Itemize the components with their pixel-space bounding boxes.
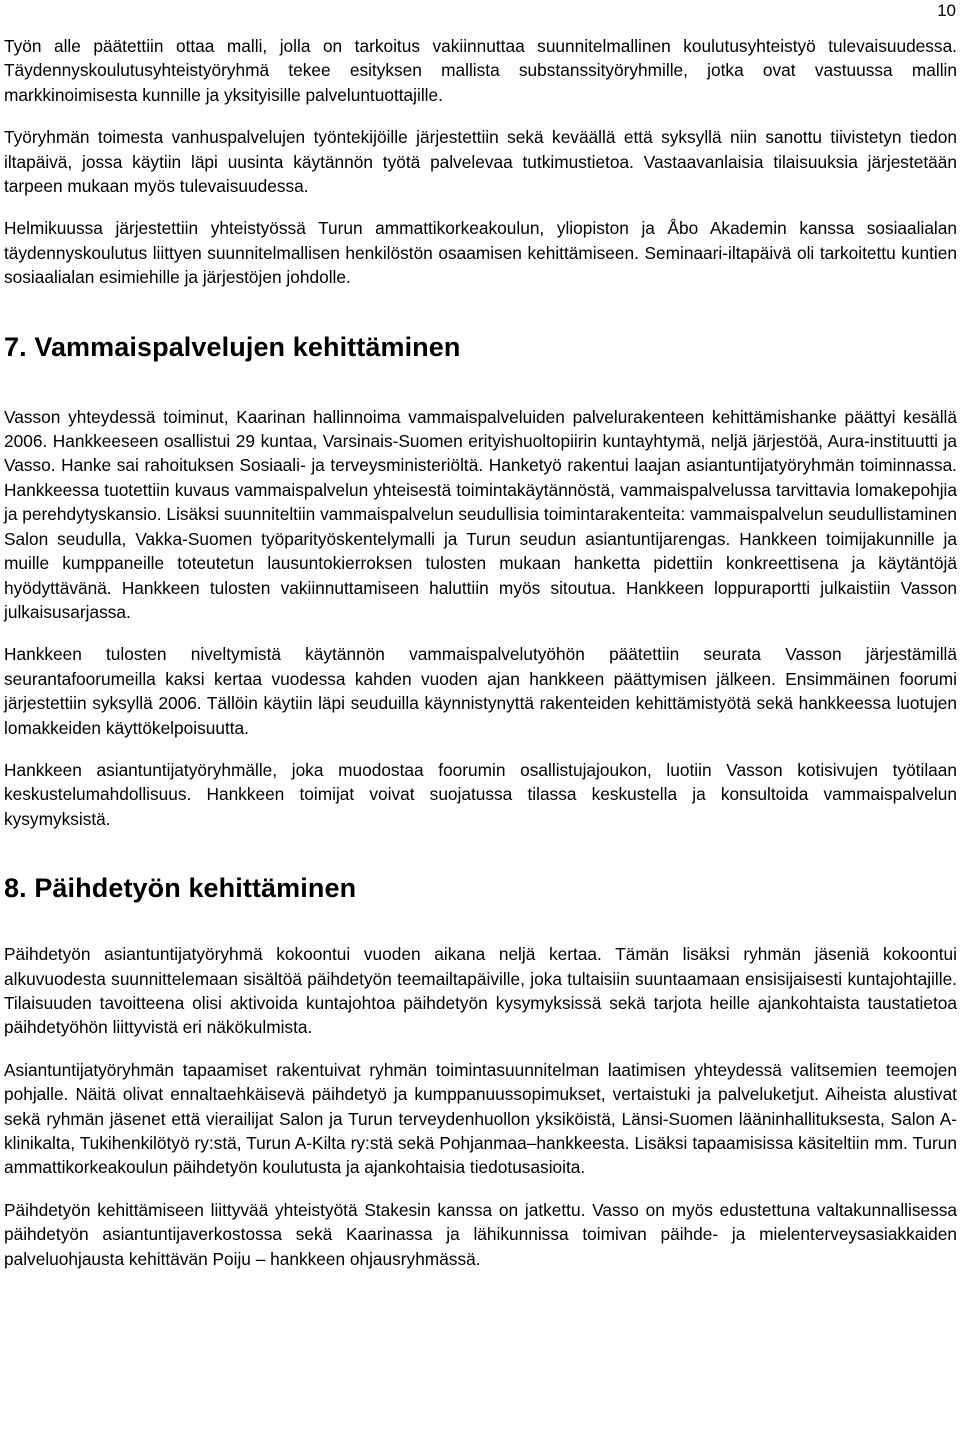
section-8-paragraph-3: Päihdetyön kehittämiseen liittyvää yhteistyötä Stakesin kanssa on jatkettu. Vasso on myös edustettuna valtakunnallisessa päihdetyön asiantuntijaverkostossa sekä Kaarinassa ja lähikunnissa toimivan päihde- ja mielenterveysasiakkaiden palveluohjausta kehittävän Poiju – hankkeen ohjausryhmässä. <box>4 1199 957 1269</box>
section-7-heading: 7. Vammaispalvelujen kehittäminen <box>4 331 461 362</box>
section-7-paragraph-1: Vasson yhteydessä toiminut, Kaarinan hallinnoima vammaispalveluiden palvelurakenteen kehittämishanke päättyi kesällä 2006. Hankkeeseen osallistui 29 kuntaa, Varsinais-Suomen erityishuoltopiirin kuntayhtymä, neljä järjestöä, Aura-instituutti ja Vasso. Hanke sai rahoituksen Sosiaali- ja terveysministeriöltä. Hanketyö rakentui laajan asiantuntijatyöryhmän toiminnassa. Hankkeessa tuotettiin kuvaus vammaispalvelun yhteisestä toimintakäytännöstä, vammaispalvelussa tarvittavia lomakepohjia ja perehdytyskansio. Lisäksi suunniteltiin vammaispalvelun seudullisia toimintarakenteita: vammaispalvelun seudullistaminen Salon seudulla, Vakka-Suomen työparityöskentelymalli ja Turun seudun asiantuntijarengas. Hankkeen toimijakunnille ja muille kumppaneille toteutetun lausuntokierroksen tulosten mukaan hanketta pidettiin konkreettisena ja käytäntöjä hyödyttävänä. Hankkeen tulosten vakiinnuttamiseen haluttiin myös sitoutua. Hankkeen loppuraportti julkaistiin Vasson julkaisusarjassa. <box>4 406 957 622</box>
section-7-paragraph-2: Hankkeen tulosten niveltymistä käytännön vammaispalvelutyöhön päätettiin seurata Vasson järjestämillä seurantafoorumeilla kaksi kertaa vuodessa kahden vuoden ajan hankkeen päättymisen jälkeen. Ensimmäinen foorumi järjestettiin syksyllä 2006. Tällöin käytiin läpi seuduilla käynnistynyttä rakenteiden kehittämistyötä sekä hankkeessa luotujen lomakkeiden käyttökelpoisuutta. <box>4 644 957 738</box>
intro-paragraph-1: Työn alle päätettiin ottaa malli, jolla on tarkoitus vakiinnuttaa suunnitelmallinen koulutusyhteistyö tulevaisuudessa. Täydennyskoulutusyhteistyöryhmä tekee esityksen mallista substanssityöryhmille, jotka ovat vastuussa mallin markkinoimisesta kunnille ja yksityisille palveluntuottajille. <box>4 36 957 105</box>
section-8-heading: 8. Päihdetyön kehittäminen <box>4 873 357 904</box>
section-8-paragraph-2: Asiantuntijatyöryhmän tapaamiset rakentuivat ryhmän toimintasuunnitelman laatimisen yhteydessä valitsemien teemojen pohjalle. Näitä olivat ennaltaehkäisevä päihdetyö ja kumppanuussopimukset, vertaistuki ja palveluketjut. Aiheista alustivat sekä ryhmän jäsenet että vierailijat Salon ja Turun terveydenhuollon yksiköistä, Länsi-Suomen lääninhallituksesta, Salon A-klinikalta, Tukihenkilötyö ry:stä, Turun A-Kilta ry:stä sekä Pohjanmaa–hankkeesta. Lisäksi tapaamisissa käsiteltiin mm. Turun ammattikorkeakoulun päihdetyön koulutusta ja ajankohtaisia tiedotusasioita. <box>4 1059 957 1178</box>
section-8-paragraph-1: Päihdetyön asiantuntijatyöryhmä kokoontui vuoden aikana neljä kertaa. Tämän lisäksi ryhmän jäseniä kokoontui alkuvuodesta suunnittelemaan sisältöä päihdetyön teemailtapäiville, joka tultaisiin suuntaamaan ensisijaisesti kuntajohtajille. Tilaisuuden tavoitteena olisi aktivoida kuntajohtoa päihdetyön kysymyksissä sekä tarjota heille ajankohtaista taustatietoa päihdetyöhön liittyvistä eri näkökulmista. <box>4 944 957 1038</box>
page-number: 10 <box>937 1 956 20</box>
intro-paragraph-2: Työryhmän toimesta vanhuspalvelujen työntekijöille järjestettiin sekä keväällä että syksyllä niin sanottu tiivistetyn tiedon iltapäivä, jossa käytiin läpi uusinta käytännön työtä palvelevaa tutkimustietoa. Vastaavanlaisia tilaisuuksia järjestetään tarpeen mukaan myös tulevaisuudessa. <box>4 127 957 197</box>
page-content <box>4 36 957 1271</box>
section-7-paragraph-3: Hankkeen asiantuntijatyöryhmälle, joka muodostaa foorumin osallistujajoukon, luotiin Vasson kotisivujen työtilaan keskustelumahdollisuus. Hankkeen toimijat voivat suojatussa tilassa keskustella ja konsultoida vammaispalvelun kysymyksistä. <box>4 759 957 829</box>
intro-paragraph-3: Helmikuussa järjestettiin yhteistyössä Turun ammattikorkeakoulun, yliopiston ja Åbo Akademin kanssa sosiaalialan täydennyskoulutus liittyen suunnitelmallisen henkilöstön osaamisen kehittämiseen. Seminaari-iltapäivä oli tarkoitettu kuntien sosiaalialan esimiehille ja järjestöjen johdolle. <box>4 218 957 288</box>
